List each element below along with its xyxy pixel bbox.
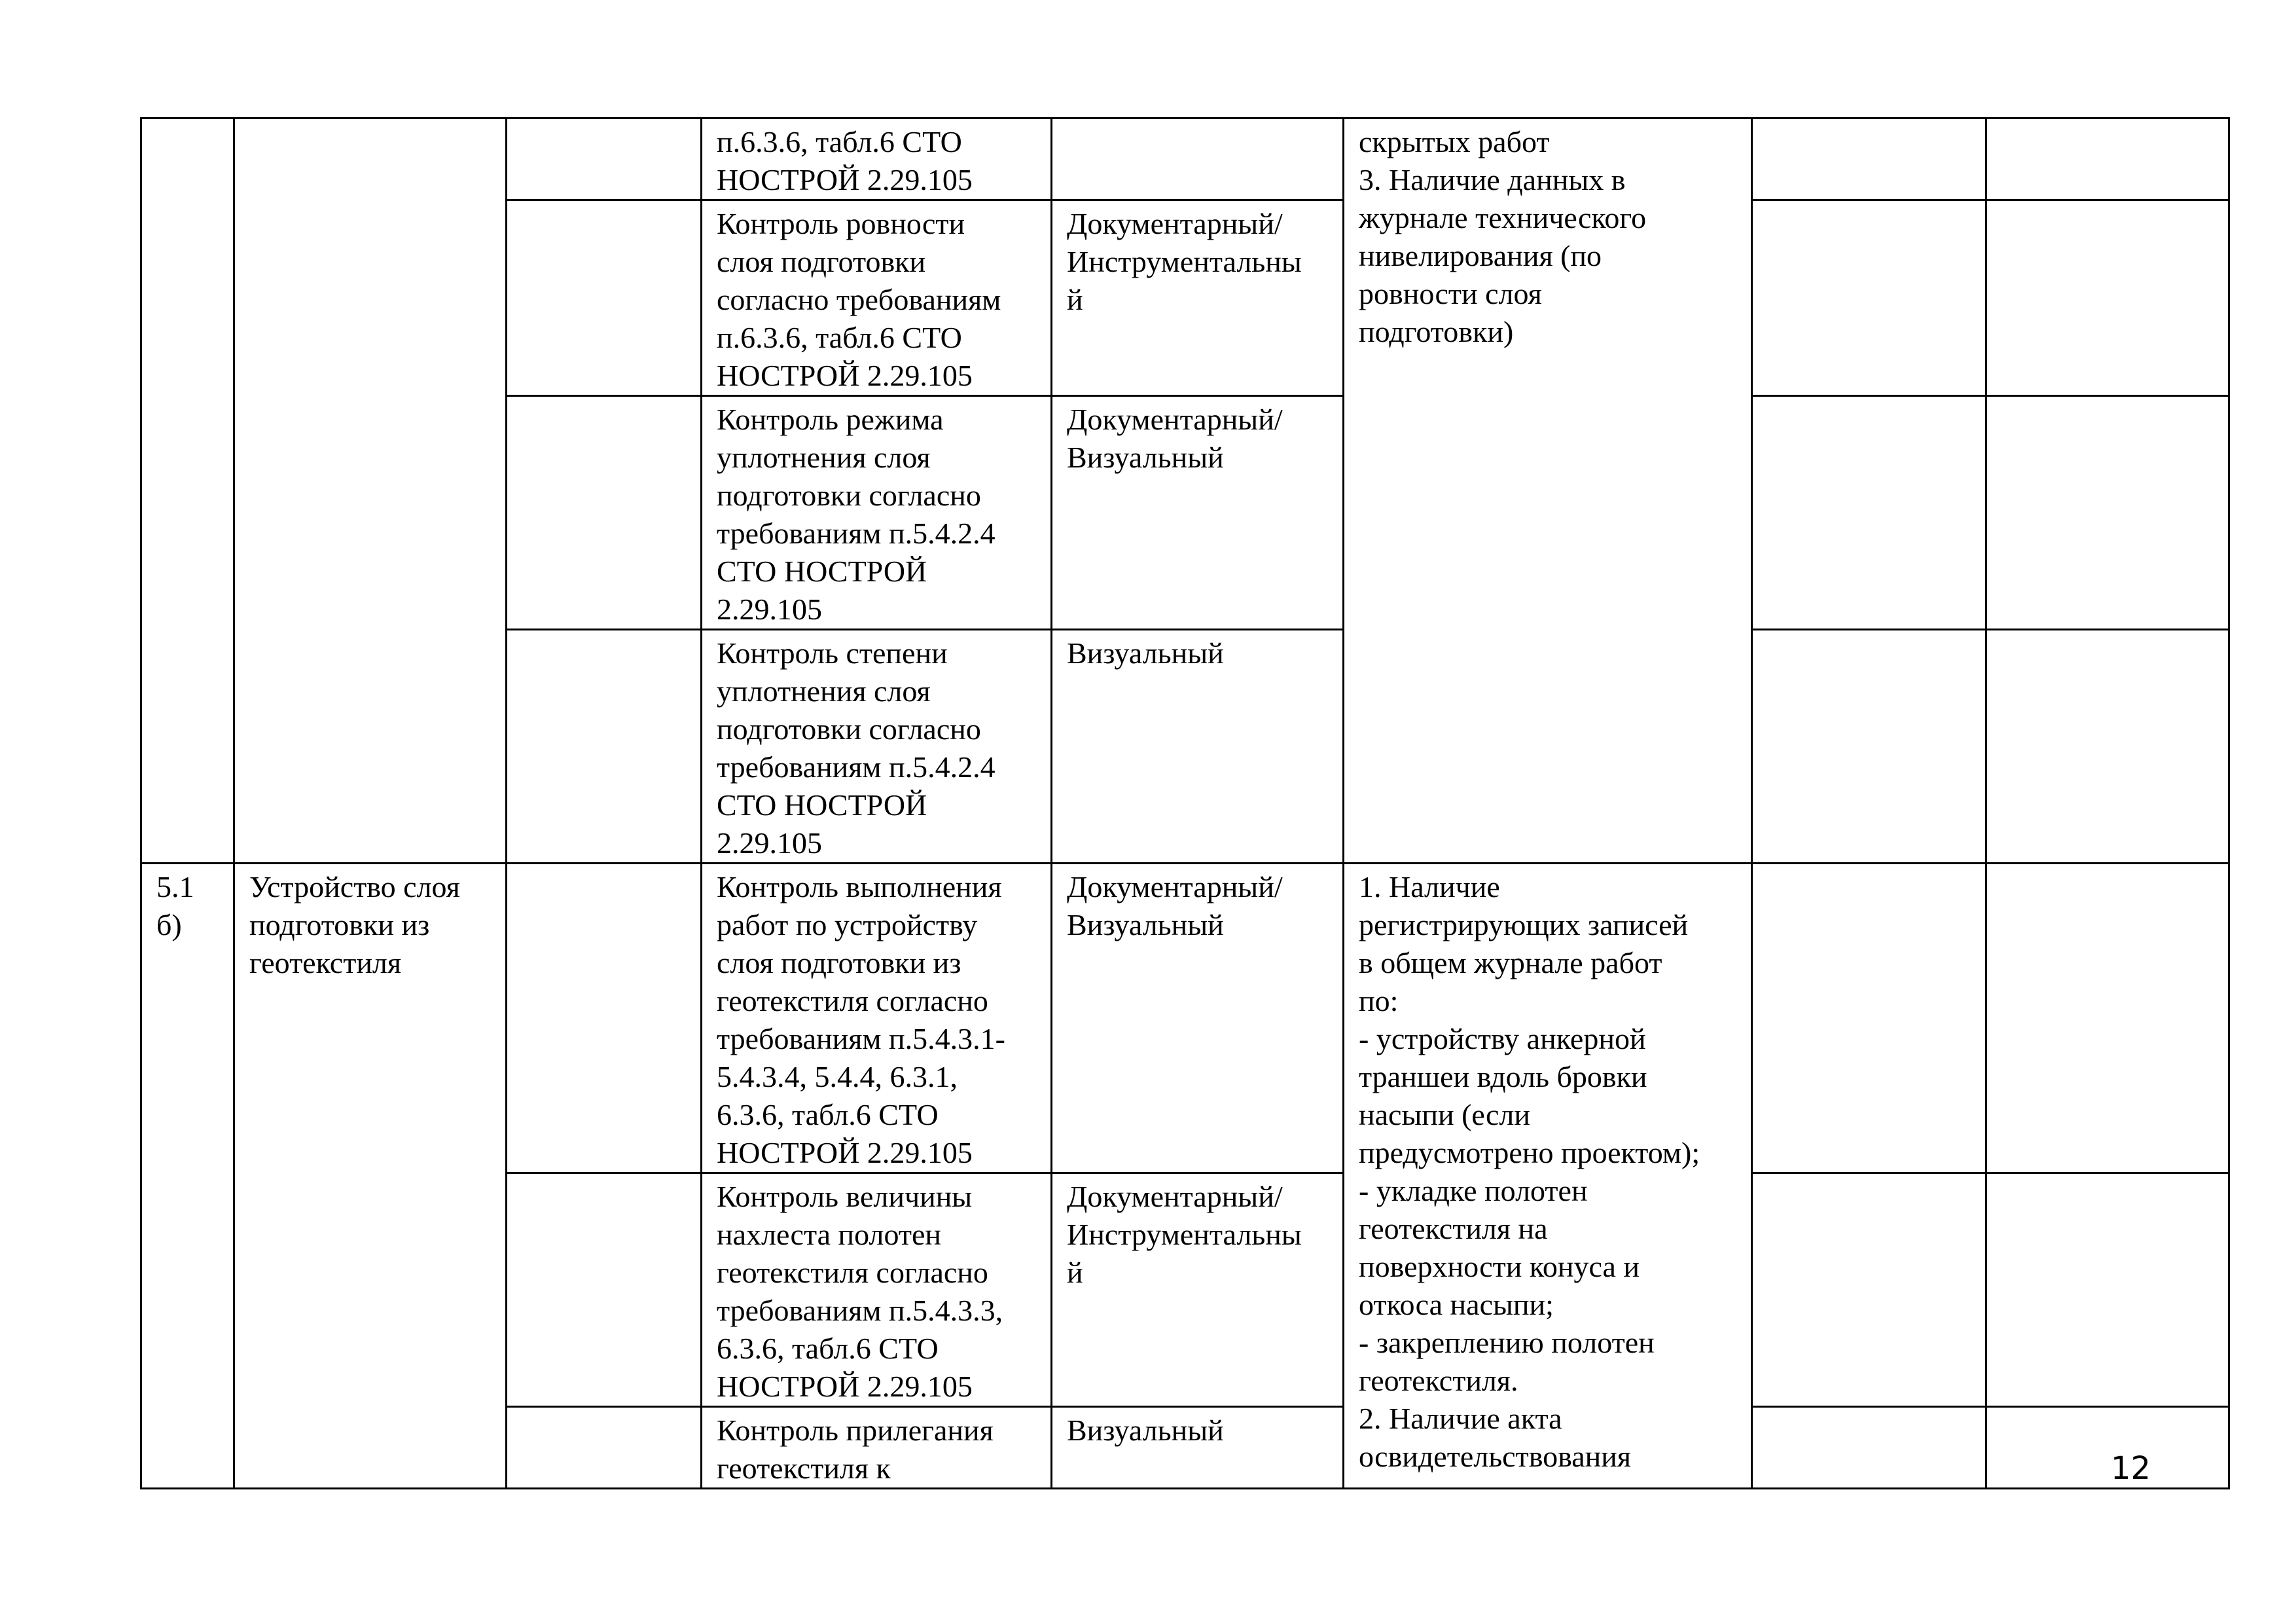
cell-requirement: Контроль прилегания геотекстиля к [702, 1407, 1052, 1489]
cell-empty [1752, 396, 1986, 630]
cell-method: Визуальный [1052, 630, 1344, 864]
cell-requirement: Контроль ровности слоя подготовки согласно требованиям п.6.3.6, табл.6 СТО НОСТРОЙ 2.29.105 [702, 200, 1052, 396]
cell-empty [1986, 119, 2229, 200]
inspection-table [140, 117, 2230, 1489]
cell-num [141, 119, 234, 864]
cell-empty [1752, 1407, 1986, 1489]
cell-empty [1986, 396, 2229, 630]
cell-empty [1752, 1173, 1986, 1407]
cell-method: Визуальный [1052, 1407, 1344, 1489]
cell-stage [507, 1407, 702, 1489]
cell-empty [1752, 864, 1986, 1173]
cell-method: Документарный/ Визуальный [1052, 396, 1344, 630]
cell-num: 5.1 б) [141, 864, 234, 1489]
cell-empty [1986, 1173, 2229, 1407]
cell-method: Документарный/ Визуальный [1052, 864, 1344, 1173]
cell-work-name: Устройство слоя подготовки из геотекстиля [234, 864, 507, 1489]
page-number: 12 [2111, 1450, 2151, 1487]
cell-empty [1752, 119, 1986, 200]
cell-stage [507, 396, 702, 630]
cell-empty [1752, 200, 1986, 396]
cell-method: Документарный/ Инструментальны й [1052, 1173, 1344, 1407]
cell-requirement: Контроль режима уплотнения слоя подготовки согласно требованиям п.5.4.2.4 СТО НОСТРОЙ 2.29.105 [702, 396, 1052, 630]
table-row [141, 119, 2229, 200]
cell-empty [1986, 864, 2229, 1173]
cell-stage [507, 630, 702, 864]
cell-method [1052, 119, 1344, 200]
cell-notes: 1. Наличие регистрирующих записей в общем журнале работ по: - устройству анкерной траншеи вдоль бровки насыпи (если предусмотрено проектом); - укладке полотен геотекстиля на поверхности конуса и откоса насыпи; - закреплению полотен геотекстиля. 2. Наличие акта освидетельствования [1344, 864, 1752, 1489]
table-row [141, 864, 2229, 1173]
cell-stage [507, 119, 702, 200]
cell-empty [1752, 630, 1986, 864]
cell-stage [507, 1173, 702, 1407]
cell-empty [1986, 1407, 2229, 1489]
cell-empty [1986, 630, 2229, 864]
cell-notes: скрытых работ 3. Наличие данных в журнале технического нивелирования (по ровности слоя подготовки) [1344, 119, 1752, 864]
cell-stage [507, 200, 702, 396]
cell-requirement: Контроль величины нахлеста полотен геотекстиля согласно требованиям п.5.4.3.3, 6.3.6, табл.6 СТО НОСТРОЙ 2.29.105 [702, 1173, 1052, 1407]
cell-method: Документарный/ Инструментальны й [1052, 200, 1344, 396]
cell-empty [1986, 200, 2229, 396]
cell-work-name [234, 119, 507, 864]
cell-requirement: Контроль выполнения работ по устройству слоя подготовки из геотекстиля согласно требованиям п.5.4.3.1- 5.4.3.4, 5.4.4, 6.3.1, 6.3.6, табл.6 СТО НОСТРОЙ 2.29.105 [702, 864, 1052, 1173]
cell-requirement: Контроль степени уплотнения слоя подготовки согласно требованиям п.5.4.2.4 СТО НОСТРОЙ 2.29.105 [702, 630, 1052, 864]
cell-requirement: п.6.3.6, табл.6 СТО НОСТРОЙ 2.29.105 [702, 119, 1052, 200]
cell-stage [507, 864, 702, 1173]
